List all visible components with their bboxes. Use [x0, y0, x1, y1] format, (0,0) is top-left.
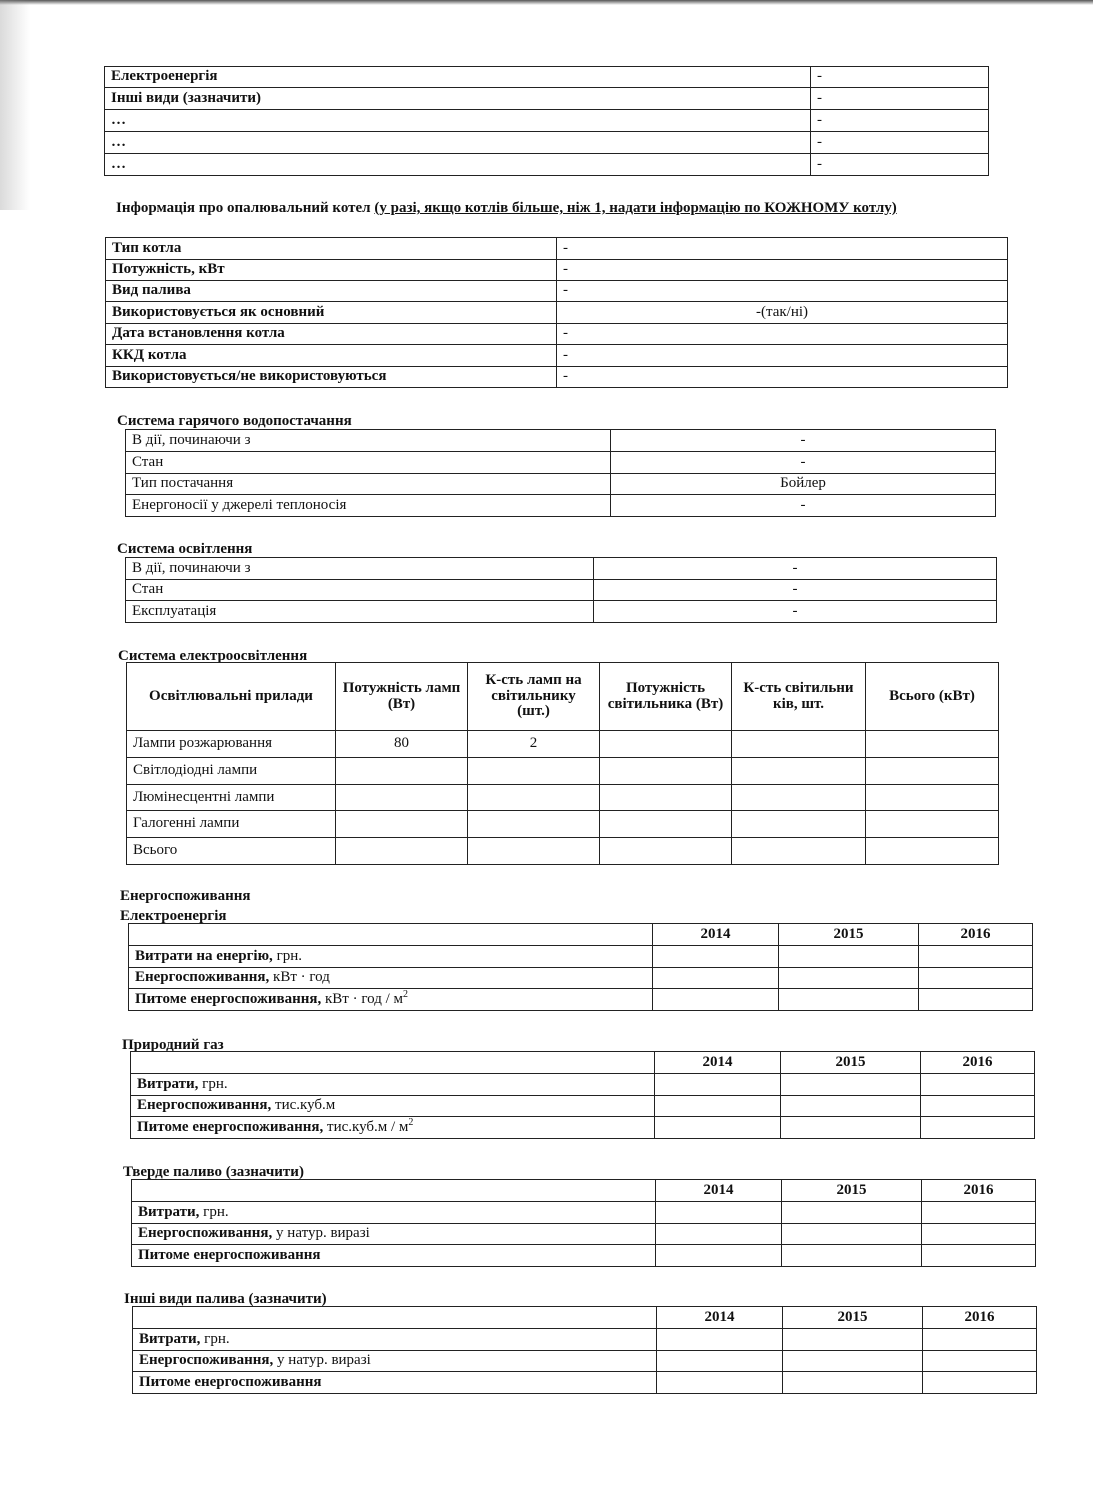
cell-label: Всього [127, 838, 336, 865]
row-value: - [594, 558, 997, 580]
row-value: - [611, 495, 996, 517]
row-label-bold: Питоме енергоспоживання, [135, 990, 322, 1007]
gas-table [130, 1051, 1035, 1139]
cell [336, 758, 468, 785]
table-row [106, 324, 1008, 345]
lighting-table-block [125, 557, 997, 623]
row-value: -(так/ні) [557, 302, 1008, 324]
cell [653, 989, 779, 1011]
table-row [131, 1096, 1035, 1117]
empty-cell [133, 1307, 657, 1329]
row-label: ККД котла [106, 345, 557, 367]
year-header-row [129, 924, 1033, 946]
row-label: Електроенергія [105, 67, 811, 88]
column-header: Потужність ламп (Вт) [336, 663, 468, 731]
table-row [127, 838, 999, 865]
row-label [133, 1372, 657, 1394]
row-label-unit: у натур. виразі [273, 1352, 371, 1369]
year-header: 2014 [655, 1052, 781, 1074]
table-row [133, 1372, 1037, 1394]
row-value: - [557, 367, 1008, 388]
table-row [132, 1245, 1036, 1267]
table-row [132, 1224, 1036, 1245]
year-header: 2016 [919, 924, 1033, 946]
lighting-heading: Система освітлення [117, 541, 253, 557]
table-row [127, 758, 999, 785]
cell [921, 1096, 1035, 1117]
table-row [106, 345, 1008, 367]
table-row [126, 558, 997, 580]
row-label: Експлуатація [126, 601, 594, 623]
year-header: 2015 [779, 924, 919, 946]
row-label-unit: тис.куб.м [271, 1097, 336, 1114]
table-row [131, 1117, 1035, 1139]
row-label-bold: Питоме енергоспоживання [138, 1246, 321, 1263]
cell [779, 946, 919, 968]
row-label: Інші види (зазначити) [105, 88, 811, 110]
table-row [126, 601, 997, 623]
table-row [129, 968, 1033, 989]
cell [779, 968, 919, 989]
row-label-unit: грн. [199, 1203, 229, 1220]
row-value: - [557, 345, 1008, 367]
cell [921, 1074, 1035, 1096]
column-header: К-сть світильни ків, шт. [732, 663, 866, 731]
row-label [132, 1224, 656, 1245]
row-value: - [811, 67, 989, 88]
cell [656, 1245, 782, 1267]
table-row [105, 67, 989, 88]
table-row [133, 1351, 1037, 1372]
row-label-bold: Витрати, [138, 1203, 200, 1220]
scan-left-shadow [0, 0, 30, 210]
row-label: Стан [126, 452, 611, 474]
cell [783, 1329, 923, 1351]
boiler-heading [116, 198, 1006, 218]
row-label: В дії, починаючи з [126, 558, 594, 580]
empty-cell [129, 924, 653, 946]
table-row [131, 1074, 1035, 1096]
electricity-heading: Електроенергія [120, 908, 227, 924]
row-label [129, 946, 653, 968]
cell [781, 1117, 921, 1139]
cell [655, 1074, 781, 1096]
row-label-bold: Витрати на енергію, [135, 947, 273, 964]
cell [657, 1372, 783, 1394]
column-header: Освітлювальні прилади [127, 663, 336, 731]
row-label-bold: Енергоспоживання, [139, 1352, 274, 1369]
other-fuel-table-block [132, 1306, 1037, 1394]
boiler-heading-note: (у разі, якщо котлів більше, ніж 1, надати інформацію по КОЖНОМУ котлу) [374, 200, 897, 216]
cell [922, 1202, 1036, 1224]
lighting-table [125, 557, 997, 623]
top-table-block [104, 66, 989, 176]
cell [779, 989, 919, 1011]
row-label: В дії, починаючи з [126, 430, 611, 452]
table-row [106, 281, 1008, 302]
cell [468, 811, 600, 838]
row-value: - [557, 281, 1008, 302]
year-header: 2014 [656, 1180, 782, 1202]
gas-table-block [130, 1051, 1035, 1139]
cell [600, 785, 732, 811]
cell [783, 1372, 923, 1394]
row-label-unit: кВт · год [269, 969, 330, 986]
table-row [132, 1202, 1036, 1224]
row-label-unit: грн. [198, 1075, 228, 1092]
cell-label: Люмінесцентні лампи [127, 785, 336, 811]
cell [866, 758, 999, 785]
row-label: Дата встановлення котла [106, 324, 557, 345]
year-header: 2016 [923, 1307, 1037, 1329]
scan-top-edge [0, 0, 1093, 5]
table-row [126, 452, 996, 474]
cell [782, 1245, 922, 1267]
row-value: - [811, 132, 989, 154]
table-row [126, 430, 996, 452]
column-header: Потужність світильника (Вт) [600, 663, 732, 731]
cell [922, 1224, 1036, 1245]
cell [923, 1329, 1037, 1351]
gas-heading: Природний газ [122, 1037, 224, 1053]
row-label [131, 1074, 655, 1096]
solid-fuel-table [131, 1179, 1036, 1267]
row-label-unit: грн. [272, 947, 302, 964]
row-label [129, 989, 653, 1011]
row-value: - [557, 238, 1008, 260]
row-value: - [811, 154, 989, 176]
cell-label: Галогенні лампи [127, 811, 336, 838]
table-row [133, 1329, 1037, 1351]
cell [866, 838, 999, 865]
cell: 80 [336, 731, 468, 758]
cell [732, 731, 866, 758]
cell [782, 1224, 922, 1245]
cell [657, 1329, 783, 1351]
cell [781, 1074, 921, 1096]
table-row [106, 367, 1008, 388]
cell [921, 1117, 1035, 1139]
cell [600, 758, 732, 785]
year-header: 2015 [782, 1180, 922, 1202]
consumption-heading: Енергоспоживання [120, 888, 251, 904]
year-header-row [131, 1052, 1035, 1074]
table-row [106, 302, 1008, 324]
table-row [126, 580, 997, 601]
table-row [129, 989, 1033, 1011]
cell [336, 785, 468, 811]
table-row [127, 785, 999, 811]
cell [781, 1096, 921, 1117]
hot-water-heading: Система гарячого водопостачання [117, 413, 352, 429]
boiler-table-block [105, 237, 1008, 388]
row-label-bold: Питоме енергоспоживання, [137, 1118, 324, 1135]
row-value: - [594, 601, 997, 623]
row-value: - [594, 580, 997, 601]
table-row [127, 811, 999, 838]
cell [655, 1117, 781, 1139]
superscript: 2 [403, 988, 408, 1000]
boiler-heading-main: Інформація про опалювальний котел [116, 200, 375, 216]
cell [600, 838, 732, 865]
hot-water-table [125, 429, 996, 517]
table-header-row [127, 663, 999, 731]
cell [922, 1245, 1036, 1267]
cell [732, 838, 866, 865]
cell [468, 838, 600, 865]
row-label: Використовується як основний [106, 302, 557, 324]
table-row [105, 132, 989, 154]
table-row [126, 495, 996, 517]
cell [468, 758, 600, 785]
row-value: - [611, 430, 996, 452]
row-label [133, 1351, 657, 1372]
cell [923, 1351, 1037, 1372]
row-value: - [557, 260, 1008, 281]
row-label-bold: Енергоспоживання, [138, 1225, 273, 1242]
table-row [129, 946, 1033, 968]
cell [782, 1202, 922, 1224]
row-label: Тип постачання [126, 474, 611, 495]
electric-lighting-heading: Система електроосвітлення [118, 648, 308, 664]
cell [657, 1351, 783, 1372]
empty-cell [131, 1052, 655, 1074]
row-label [132, 1202, 656, 1224]
empty-cell [132, 1180, 656, 1202]
table-row [127, 731, 999, 758]
cell [336, 838, 468, 865]
row-value: - [557, 324, 1008, 345]
year-header: 2014 [657, 1307, 783, 1329]
electric-lighting-table [126, 662, 999, 865]
cell [468, 785, 600, 811]
top-table [104, 66, 989, 176]
cell [732, 758, 866, 785]
row-label-bold: Питоме енергоспоживання [139, 1373, 322, 1390]
row-label: Енергоносії у джерелі теплоносія [126, 495, 611, 517]
cell [653, 968, 779, 989]
cell [866, 785, 999, 811]
row-label: Використовується/не використовуються [106, 367, 557, 388]
year-header-row [132, 1180, 1036, 1202]
cell [783, 1351, 923, 1372]
row-label: … [105, 132, 811, 154]
electric-lighting-table-block [126, 662, 999, 865]
cell-label: Лампи розжарювання [127, 731, 336, 758]
solid-fuel-heading: Тверде паливо (зазначити) [123, 1164, 304, 1180]
electricity-table [128, 923, 1033, 1011]
year-header: 2016 [922, 1180, 1036, 1202]
table-row [105, 154, 989, 176]
row-label [129, 968, 653, 989]
cell [919, 989, 1033, 1011]
boiler-table [105, 237, 1008, 388]
row-label-bold: Витрати, [137, 1075, 199, 1092]
cell [919, 946, 1033, 968]
table-row [105, 110, 989, 132]
row-label: Вид палива [106, 281, 557, 302]
cell [655, 1096, 781, 1117]
row-label: Стан [126, 580, 594, 601]
table-row [106, 238, 1008, 260]
year-header-row [133, 1307, 1037, 1329]
cell [600, 811, 732, 838]
row-value: - [611, 452, 996, 474]
table-row [126, 474, 996, 495]
electricity-table-block [128, 923, 1033, 1011]
row-label-unit: у натур. виразі [272, 1225, 370, 1242]
year-header: 2015 [783, 1307, 923, 1329]
year-header: 2016 [921, 1052, 1035, 1074]
row-label-unit: кВт · год / м [321, 990, 403, 1007]
column-header: Всього (кВт) [866, 663, 999, 731]
row-label-unit: тис.куб.м / м [323, 1118, 409, 1135]
superscript: 2 [408, 1116, 414, 1128]
row-label: Потужність, кВт [106, 260, 557, 281]
column-header: К-сть ламп на світильнику (шт.) [468, 663, 600, 731]
row-label [131, 1117, 655, 1139]
cell [866, 811, 999, 838]
row-label: … [105, 110, 811, 132]
table-row [106, 260, 1008, 281]
row-label [131, 1096, 655, 1117]
cell [600, 731, 732, 758]
row-label-unit: грн. [200, 1330, 230, 1347]
row-value: - [811, 88, 989, 110]
hot-water-table-block [125, 429, 996, 517]
cell [653, 946, 779, 968]
row-label-bold: Витрати, [139, 1330, 201, 1347]
year-header: 2015 [781, 1052, 921, 1074]
table-row [105, 88, 989, 110]
other-fuel-heading: Інші види палива (зазначити) [124, 1291, 327, 1307]
cell [919, 968, 1033, 989]
row-value: Бойлер [611, 474, 996, 495]
cell [923, 1372, 1037, 1394]
row-label-bold: Енергоспоживання, [137, 1097, 272, 1114]
year-header: 2014 [653, 924, 779, 946]
row-label [133, 1329, 657, 1351]
row-label-bold: Енергоспоживання, [135, 969, 270, 986]
cell [866, 731, 999, 758]
row-label: Тип котла [106, 238, 557, 260]
cell [732, 811, 866, 838]
cell: 2 [468, 731, 600, 758]
cell [336, 811, 468, 838]
row-label: … [105, 154, 811, 176]
cell [732, 785, 866, 811]
solid-fuel-table-block [131, 1179, 1036, 1267]
other-fuel-table [132, 1306, 1037, 1394]
cell [656, 1202, 782, 1224]
cell-label: Світлодіодні лампи [127, 758, 336, 785]
row-value: - [811, 110, 989, 132]
row-label [132, 1245, 656, 1267]
cell [656, 1224, 782, 1245]
